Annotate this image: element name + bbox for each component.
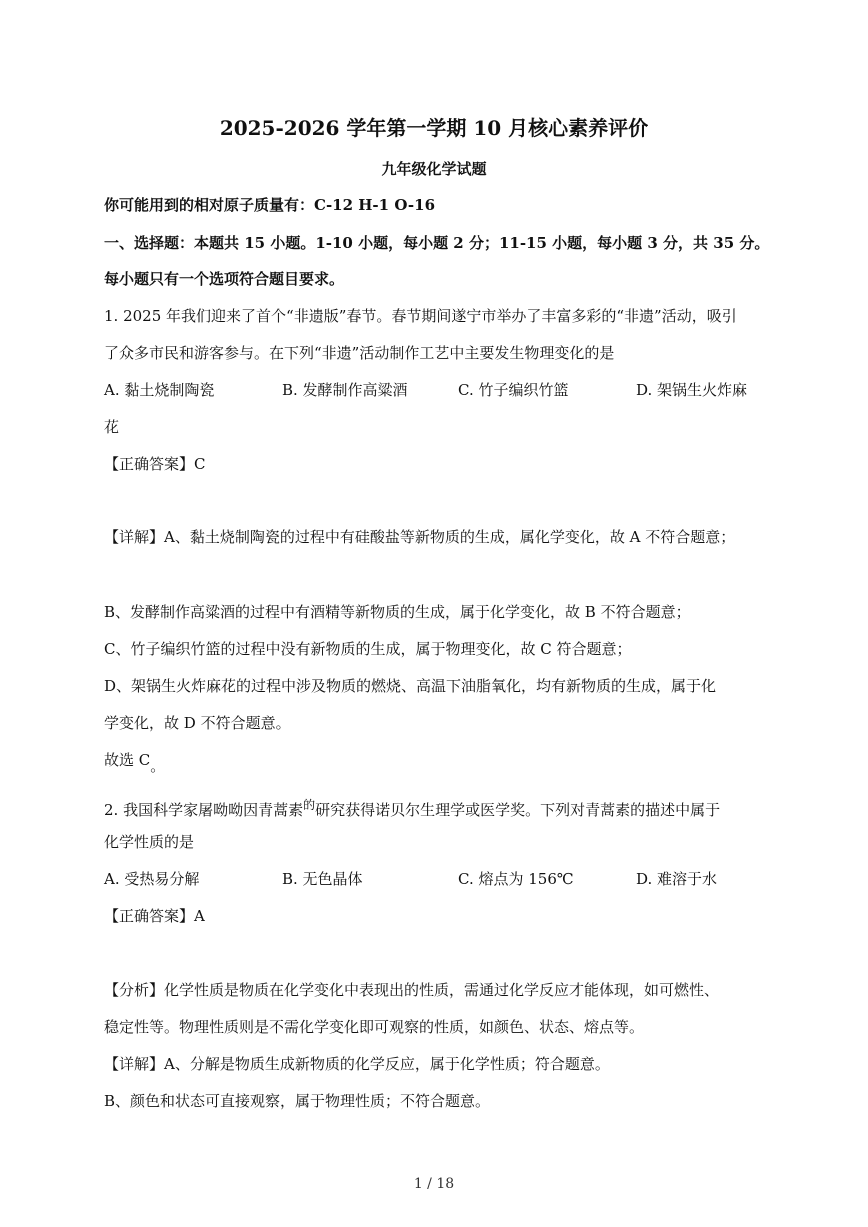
page-number: 1 / 18: [413, 1176, 455, 1192]
q2-analysis-line1: 【分析】化学性质是物质在化学变化中表现出的性质，需通过化学反应才能体现，如可燃性、: [104, 981, 720, 999]
q1-option-c: C. 竹子编织竹篮: [458, 381, 569, 399]
q2-detail-b: B、颜色和状态可直接观察，属于物理性质；不符合题意。: [104, 1092, 491, 1110]
q2-stem-line1: [104, 795, 788, 820]
q1-option-d: D. 架锅生火炸麻: [636, 381, 748, 399]
q2-stem-superscript: 的: [303, 798, 316, 812]
q2-stem-line2: 化学性质的是: [104, 833, 195, 851]
q1-detail-b: B、发酵制作高粱酒的过程中有酒精等新物质的生成，属于化学变化，故 B 不符合题意；: [104, 603, 691, 621]
q2-option-a: A. 受热易分解: [104, 870, 200, 888]
q2-option-c: C. 熔点为 156℃: [458, 870, 574, 888]
atomic-mass-note: 你可能用到的相对原子质量有：C-12 H-1 O-16: [104, 196, 436, 214]
q1-detail-d-line1: D、架锅生火炸麻花的过程中涉及物质的燃烧、高温下油脂氧化，均有新物质的生成，属于化: [104, 677, 717, 695]
section-heading: 一、选择题：本题共 15 小题。1-10 小题，每小题 2 分；11-15 小题，每小题 3 分，共 35 分。: [104, 234, 770, 252]
q1-option-a: A. 黏土烧制陶瓷: [104, 381, 215, 399]
q1-answer: 【正确答案】C: [104, 455, 206, 473]
page-title: 2025-2026 学年第一学期 10 月核心素养评价: [219, 116, 649, 140]
q1-detail-c: C、竹子编织竹篮的过程中没有新物质的生成，属于物理变化，故 C 符合题意；: [104, 640, 632, 658]
q1-conclusion-mark: 。: [150, 757, 166, 775]
q1-option-d-wrap: 花: [104, 418, 120, 436]
q2-stem-part2: 研究获得诺贝尔生理学或医学奖。下列对青蒿素的描述中属于: [315, 801, 721, 819]
q1-option-b: B. 发酵制作高粱酒: [282, 381, 408, 399]
q1-stem-line2: 了众多市民和游客参与。在下列“非遗”活动制作工艺中主要发生物理变化的是: [104, 344, 615, 362]
section-note: 每小题只有一个选项符合题目要求。: [104, 270, 345, 288]
q2-answer: 【正确答案】A: [104, 907, 205, 925]
q2-stem-part1: 2. 我国科学家屠呦呦因青蒿素: [104, 801, 304, 819]
q2-option-b: B. 无色晶体: [282, 870, 363, 888]
q1-conclusion-text: 故选 C: [104, 751, 151, 769]
q2-analysis-line2: 稳定性等。物理性质则是不需化学变化即可观察的性质，如颜色、状态、熔点等。: [104, 1018, 645, 1036]
page-subtitle: 九年级化学试题: [381, 160, 487, 178]
q1-detail-d-line2: 学变化，故 D 不符合题意。: [104, 714, 291, 732]
q1-conclusion: [104, 750, 788, 775]
q2-option-d: D. 难溶于水: [636, 870, 718, 888]
q1-detail-a: 【详解】A、黏土烧制陶瓷的过程中有硅酸盐等新物质的生成，属化学变化，故 A 不符合题意；: [104, 528, 736, 546]
q1-stem-line1: 1. 2025 年我们迎来了首个“非遗版”春节。春节期间遂宁市举办了丰富多彩的“非遗”活动，吸引: [104, 307, 737, 325]
q2-detail-a: 【详解】A、分解是物质生成新物质的化学反应，属于化学性质；符合题意。: [104, 1055, 610, 1073]
